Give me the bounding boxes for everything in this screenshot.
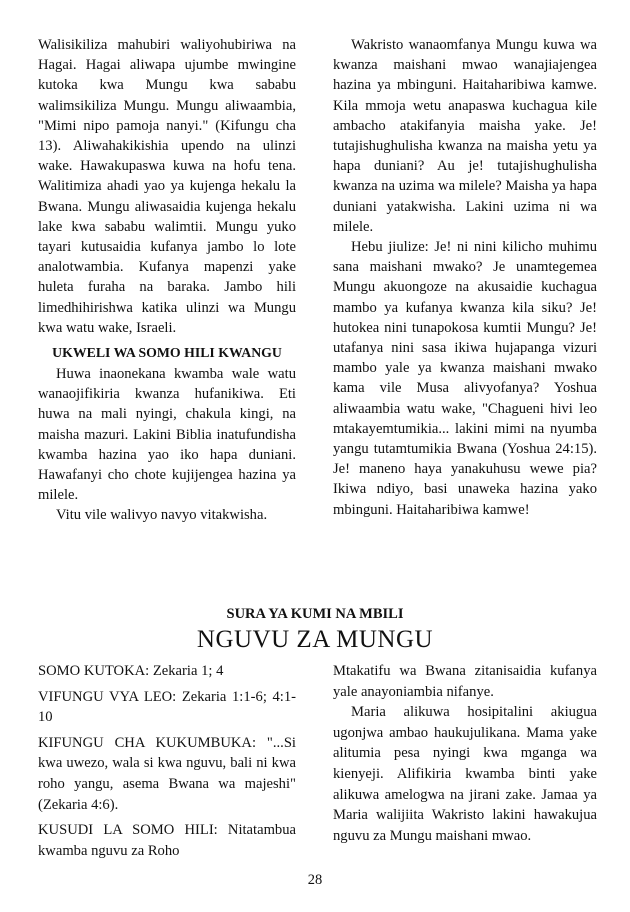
section-heading: UKWELI WA SOMO HILI KWANGU: [52, 345, 282, 361]
paragraph: Maria alikuwa hosipitalini akiugua ugonjwa ambao haukujulikana. Mama yake alitumia pesa nyingi kwa mganga wa kienyeji. Alifikiria kwamba binti yake alikuwa amelogwa na jirani zake. Jamaa ya Maria walijiita Wakristo lakini hawakujua nguvu za Mungu maishani mwao.: [333, 704, 597, 844]
bottom-left-column: [38, 661, 296, 861]
paragraph: Mtakatifu wa Bwana zitanisaidia kufanya yale anayoniambia nifanye.: [333, 663, 597, 700]
top-left-column: [38, 35, 296, 526]
lesson-source: SOMO KUTOKA: Zekaria 1; 4: [38, 663, 224, 679]
paragraph: Wakristo wanaomfanya Mungu kuwa wa kwanza maishani mwao wanajiajengea hazina ya mbinguni. Haitaharibiwa kamwe. Kila mmoja wetu anapaswa kuchagua kile ambacho atakifanyia maisha yake. Je! tutajishughulisha kwanza na maisha yetu ya hapa duniani? Au je! tutajishughulisha kwanza na uzima wa milele? Maisha ya hapa duniani yatakwisha. Lakini uzima ni wa milele.: [333, 37, 597, 235]
lesson-verses: VIFUNGU VYA LEO: Zekaria 1:1-6; 4:1-10: [38, 688, 296, 726]
paragraph: Vitu vile walivyo navyo vitakwisha.: [56, 507, 268, 524]
lesson-purpose: KUSUDI LA SOMO HILI: Nitatambua kwamba nguvu za Roho: [38, 822, 296, 859]
paragraph: Huwa inaonekana kwamba wale watu wanaojifikiria kwanza hufanikiwa. Eti huwa na mali nyingi, chakula kingi, na maisha mazuri. Lakini Biblia inatufundisha kwamba hazina yao iko hapa duniani. Hawafanyi cho chote kujijengea hazina ya milele.: [38, 366, 296, 504]
bottom-right-column: [333, 661, 597, 846]
chapter-title: NGUVU ZA MUNGU: [196, 626, 434, 653]
top-right-column: [333, 35, 597, 520]
paragraph: Walisikiliza mahubiri waliyohubiriwa na Hagai. Hagai aliwapa ujumbe mwingine kutoka kwa Mungu kwa sababu walimsikiliza Mungu. Mungu aliwaambia, "Mimi nipo pamoja nanyi." (Kifungu cha 13). Aliwahakikishia upendo na ulinzi wake. Hawakupaswa kuwa na hofu tena. Walitimiza ahadi yao ya kujenga hekalu la Bwana. Mungu aliwasaidia kujenga hekalu lake kwa sababu walimtii. Mungu yuko tayari kutusaidia kufanya jambo lo lote analotwambia. Kufanya mapenzi yake huleta furaha na baraka. Jambo hili limedhihirishwa katika ulinzi wa Mungu kwa watu wake, Israeli.: [38, 37, 296, 336]
memory-verse: KIFUNGU CHA KUKUMBUKA: "...Si kwa uwezo, wala si kwa nguvu, bali ni kwa roho yangu, asema Bwana wa majeshi" (Zekaria 4:6).: [38, 734, 296, 813]
chapter-label: SURA YA KUMI NA MBILI: [226, 606, 404, 622]
paragraph: Hebu jiulize: Je! ni nini kilicho muhimu sana maishani mwako? Je unamtegemea Mungu akuongoze na akusaidie kuchagua mambo ya kufanya kwanza kila siku? Je! hutokea nini tunapokosa kumtii Mungu? Je! utafanya nini sasa ikiwa hujapanga vizuri mambo yale ya kwanza maishani mwako kama vile Musa alivyofanya? Yoshua aliwaambia watu wake, "Chagueni hivi leo mtakayemtumikia... lakini mimi na nyumba yangu tutamtumikia Bwana (Yoshua 24:15). Je! maneno haya yanakuhusu wewe pia? Ikiwa ndiyo, basi unaweka hazina yako mbinguni. Haitaharibiwa kamwe!: [333, 239, 597, 518]
page-number: 28: [307, 872, 323, 888]
